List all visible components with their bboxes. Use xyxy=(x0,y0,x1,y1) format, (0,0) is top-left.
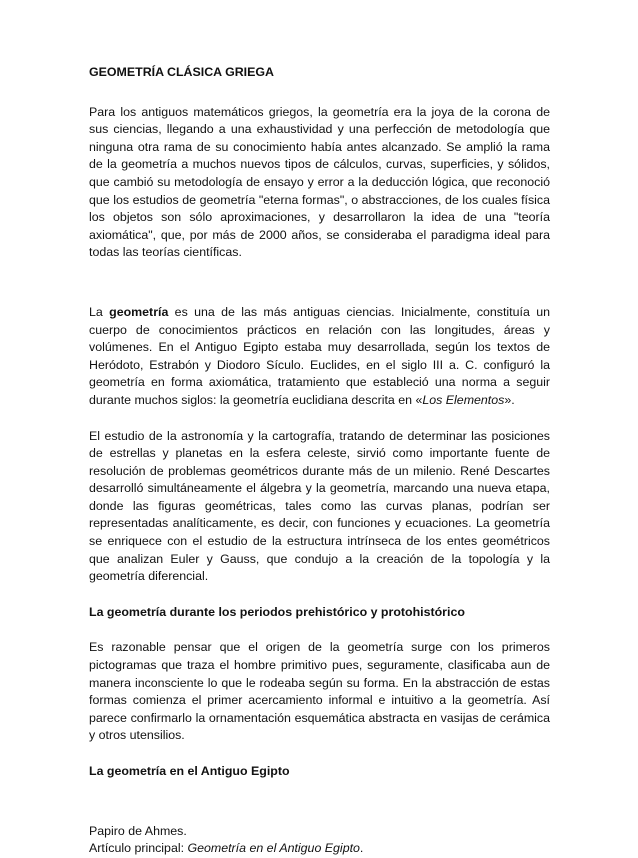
article-prefix: Artículo principal: xyxy=(89,841,188,856)
p2-pre: La xyxy=(89,304,110,319)
spacer xyxy=(89,781,550,823)
spacer xyxy=(89,586,550,604)
geometry-paragraph xyxy=(89,304,550,410)
p2-post: ». xyxy=(504,392,515,407)
document-title: GEOMETRÍA CLÁSICA GRIEGA xyxy=(89,65,274,79)
spacer xyxy=(89,621,550,639)
intro-paragraph: Para los antiguos matemáticos griegos, la geometría era la joya de la corona de sus ciencias, llegando a una exhaustividad y una perfección de metodología que ninguna otra rama de su conocimiento había antes alcanzado. Se amplió la rama de la geometría a muchos nuevos tipos de cálculos, curvas, superficies, y sólidos, que cambió su metodología de ensayo y error a la deducción lógica, que reconoció que los estudios de geometría "eterna formas", o abstracciones, de los cuales física los objetos son sólo aproximaciones, y desarrollaron la idea de una "teoría axiomática", que, por más de 2000 años, se consideraba el paradigma ideal para todas las teorías científicas. xyxy=(89,104,550,260)
main-article-line xyxy=(89,840,550,858)
spacer xyxy=(89,262,550,304)
spacer xyxy=(89,410,550,428)
caption-text: Papiro de Ahmes. xyxy=(89,823,187,838)
section-heading-prehistoric: La geometría durante los periodos prehistórico y protohistórico xyxy=(89,604,465,619)
p2-italic-title: Los Elementos xyxy=(422,392,505,407)
section-heading-egypt: La geometría en el Antiguo Egipto xyxy=(89,764,290,778)
prehistoric-paragraph: Es razonable pensar que el origen de la geometría surge con los primeros pictogramas que traza el hombre primitivo pues, seguramente, clasificaba aun de manera inconsciente lo que le rodeaba según su forma. En la abstracción de estas formas comienza el primer acercamiento informal e intuitivo a la geometría. Así parece confirmarlo la ornamentación esquemática abstracta en vasijas de cerámica y otros utensilios. xyxy=(89,640,550,743)
document-page xyxy=(89,64,550,858)
p2-bold-term: geometría xyxy=(109,304,169,319)
spacer xyxy=(89,745,550,763)
article-link[interactable]: Geometría en el Antiguo Egipto xyxy=(187,841,360,856)
p2-body: es una de las más antiguas ciencias. Inicialmente, constituía un cuerpo de conocimientos prácticos en relación con las longitudes, áreas y volúmenes. En el Antiguo Egipto estaba muy desarrollada, según los textos de Heródoto, Estrabón y Diodoro Sículo. Euclides, en el siglo III a. C. configuró la geometría en forma axiomática, tratamiento que estableció una norma a seguir durante muchos siglos: la geometría euclidiana descrita en « xyxy=(89,304,550,407)
article-suffix: . xyxy=(359,841,364,856)
astronomy-paragraph: El estudio de la astronomía y la cartografía, tratando de determinar las posiciones de estrellas y planetas en la esfera celeste, sirvió como importante fuente de resolución de problemas geométricos durante más de un milenio. René Descartes desarrolló simultáneamente el álgebra y la geometría, marcando una nueva etapa, donde las figuras geométricas, tales como las curvas planas, podrían ser representadas analíticamente, es decir, con funciones y ecuaciones. La geometría se enriquece con el estudio de la estructura intrínseca de los entes geométricos que analizan Euler y Gauss, que condujo a la creación de la topología y la geometría diferencial. xyxy=(89,428,550,584)
